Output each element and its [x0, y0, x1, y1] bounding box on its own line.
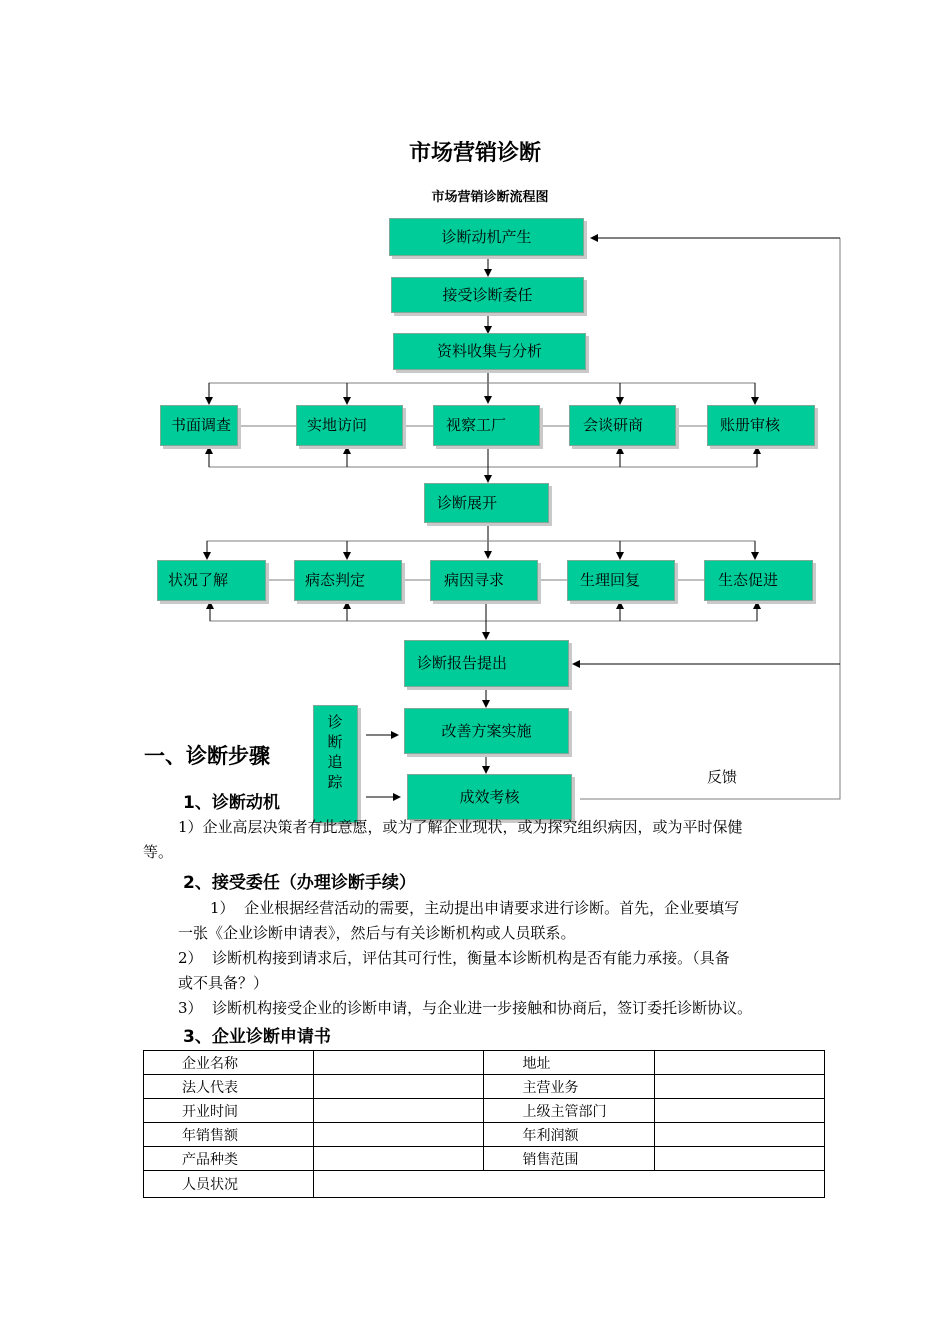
step2-paragraph-2: 2） 诊断机构接到请求后，评估其可行性，衡量本诊断机构是否有能力承接。（具备	[178, 949, 730, 967]
flow-stage-3: 病因寻求	[430, 560, 538, 601]
flow-method-3: 视察工厂	[433, 405, 540, 446]
step2-paragraph-3: 3） 诊断机构接受企业的诊断申请，与企业进一步接触和协商后，签订委托诊断协议。	[178, 999, 753, 1017]
flow-stage-5: 生态促进	[704, 560, 813, 601]
form-value-cell[interactable]	[655, 1099, 825, 1123]
step1-paragraph-cont: 等。	[143, 843, 174, 861]
form-label: 销售范围	[484, 1147, 655, 1171]
flow-tracking-label: 诊断追踪	[327, 713, 343, 791]
flowchart-title: 市场营销诊断流程图	[431, 190, 549, 205]
step2-paragraph-1-cont: 一张《企业诊断申请表》，然后与有关诊断机构或人员联系。	[178, 924, 576, 942]
step2-heading: 2、接受委任（办理诊断手续）	[183, 873, 416, 893]
form-value-cell[interactable]	[313, 1147, 484, 1171]
form-label: 人员状况	[144, 1171, 314, 1198]
flow-step-expand: 诊断展开	[424, 483, 549, 523]
step2-paragraph-1: 1） 企业根据经营活动的需要，主动提出申请要求进行诊断。首先，企业要填写	[210, 899, 740, 917]
table-row	[144, 1099, 825, 1123]
flow-feedback-label: 反馈	[707, 768, 738, 786]
flow-method-5: 账册审核	[707, 405, 815, 446]
form-value-cell[interactable]	[655, 1123, 825, 1147]
form-label: 法人代表	[144, 1075, 314, 1099]
flow-step-improve: 改善方案实施	[404, 708, 569, 754]
table-row	[144, 1123, 825, 1147]
form-label: 企业名称	[144, 1051, 314, 1075]
step1-paragraph: 1）企业高层决策者有此意愿，或为了解企业现状，或为探究组织病因，或为平时保健	[178, 818, 743, 836]
form-label: 产品种类	[144, 1147, 314, 1171]
form-label: 上级主管部门	[484, 1099, 655, 1123]
table-row	[144, 1075, 825, 1099]
flow-step-report: 诊断报告提出	[404, 640, 569, 687]
form-value-cell[interactable]	[313, 1075, 484, 1099]
form-label: 年利润额	[484, 1123, 655, 1147]
table-row	[144, 1171, 825, 1198]
page-title: 市场营销诊断	[408, 141, 541, 166]
step2-paragraph-2-cont: 或不具备？）	[178, 974, 269, 992]
flow-stage-1: 状况了解	[157, 560, 266, 601]
step1-heading: 1、诊断动机	[183, 793, 280, 813]
flow-step-collect: 资料收集与分析	[393, 333, 586, 370]
form-value-cell[interactable]	[655, 1051, 825, 1075]
form-value-cell[interactable]	[655, 1147, 825, 1171]
form-label: 年销售额	[144, 1123, 314, 1147]
form-value-cell[interactable]	[313, 1171, 824, 1198]
form-value-cell[interactable]	[313, 1099, 484, 1123]
section-heading: 一、诊断步骤	[144, 744, 270, 768]
flow-method-1: 书面调查	[160, 405, 238, 446]
flow-stage-4: 生理回复	[567, 560, 675, 601]
form-label: 开业时间	[144, 1099, 314, 1123]
flow-method-4: 会谈研商	[569, 405, 676, 446]
flow-method-2: 实地访问	[296, 405, 403, 446]
flow-stage-2: 病态判定	[294, 560, 402, 601]
form-label: 主营业务	[484, 1075, 655, 1099]
form-value-cell[interactable]	[313, 1051, 484, 1075]
flow-tracking	[313, 705, 358, 823]
table-row	[144, 1051, 825, 1075]
application-form-table	[143, 1050, 825, 1198]
form-value-cell[interactable]	[655, 1075, 825, 1099]
step3-heading: 3、企业诊断申请书	[183, 1027, 331, 1047]
flow-step-evaluate: 成效考核	[407, 774, 572, 820]
table-row	[144, 1147, 825, 1171]
form-value-cell[interactable]	[313, 1123, 484, 1147]
flow-step-motive: 诊断动机产生	[389, 218, 584, 256]
flow-step-accept: 接受诊断委任	[391, 277, 584, 313]
form-label: 地址	[484, 1051, 655, 1075]
